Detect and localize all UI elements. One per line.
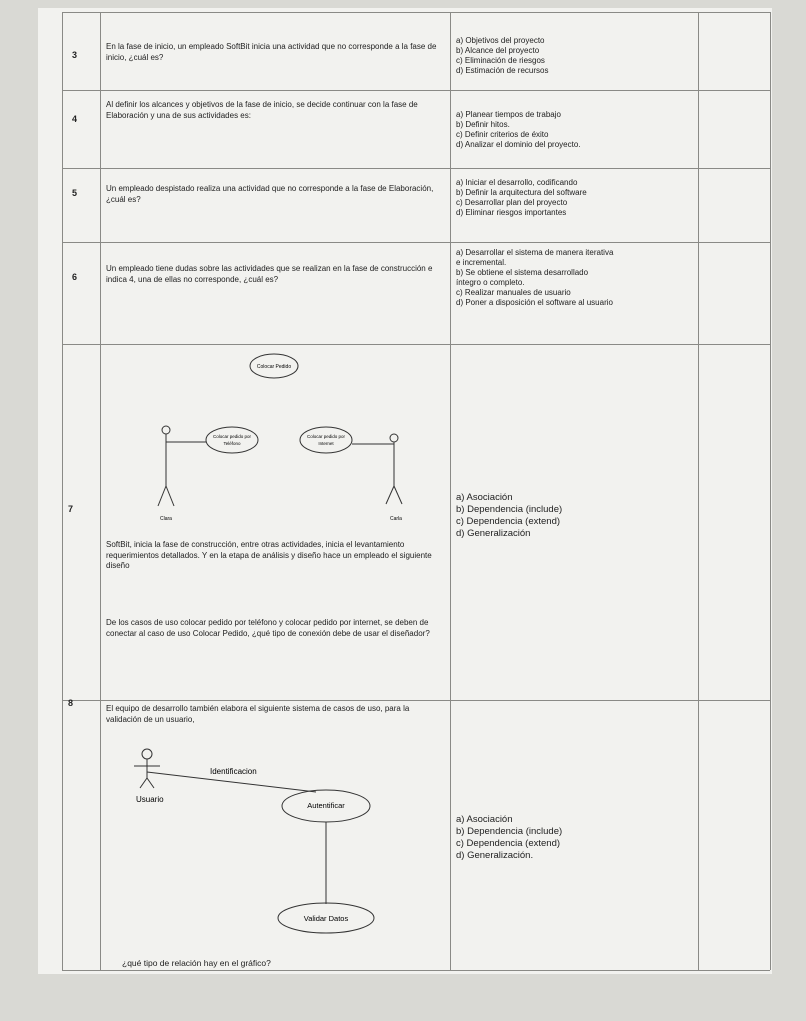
answer-options bbox=[456, 36, 548, 76]
option-d[interactable]: d) Generalización bbox=[456, 528, 531, 539]
actor-clara bbox=[158, 426, 206, 506]
question-text: Un empleado tiene dudas sobre las actividades que se realizan en la fase de construcción e indica 4, una de ellas no corresponde, ¿cuál es? bbox=[106, 264, 433, 284]
question-text: SoftBit, inicia la fase de construcción, entre otras actividades, inicia el levantamiento requerimientos detallados. Y en la etapa de análisis y diseño hace un empleado el siguiente diseño bbox=[106, 540, 432, 570]
table-row-divider bbox=[62, 12, 770, 13]
option-a-cont: e incremental. bbox=[456, 258, 507, 267]
option-d[interactable]: d) Analizar el dominio del proyecto. bbox=[456, 140, 581, 149]
answer-options bbox=[456, 110, 581, 150]
answer-options bbox=[456, 178, 587, 218]
option-b[interactable]: b) Dependencia (include) bbox=[456, 826, 563, 837]
option-b[interactable]: b) Alcance del proyecto bbox=[456, 46, 540, 55]
question-number: 8 bbox=[68, 698, 74, 708]
table-border-right bbox=[770, 12, 771, 970]
usecase-pedido-telefono bbox=[206, 427, 258, 453]
option-b[interactable]: b) Definir la arquitectura del software bbox=[456, 188, 587, 197]
question-text: Al definir los alcances y objetivos de la fase de inicio, se decide continuar con la fase de Elaboración y una de sus actividades es: bbox=[106, 100, 418, 120]
usecase-validar-datos-label: Validar Datos bbox=[303, 914, 349, 923]
question-number: 6 bbox=[72, 272, 78, 282]
question-number: 7 bbox=[68, 504, 74, 514]
option-a[interactable]: a) Planear tiempos de trabajo bbox=[456, 110, 561, 119]
option-d[interactable]: d) Eliminar riesgos importantes bbox=[456, 208, 567, 217]
table-row-divider bbox=[62, 242, 770, 243]
option-b[interactable]: b) Definir hitos. bbox=[456, 120, 510, 129]
table-column-divider bbox=[450, 12, 451, 970]
table-row-divider bbox=[62, 700, 770, 701]
option-d[interactable]: d) Generalización. bbox=[456, 850, 534, 861]
usecase-autentificar-label: Autentificar bbox=[307, 801, 345, 810]
question-number: 4 bbox=[72, 114, 78, 124]
question-number: 5 bbox=[72, 188, 78, 198]
usecase-pedido-telefono-label2: Teléfono bbox=[223, 441, 241, 446]
answer-options bbox=[456, 492, 562, 540]
option-c[interactable]: c) Dependencia (extend) bbox=[456, 516, 561, 527]
usecase-pedido-internet-label: Colocar pedido por bbox=[306, 434, 346, 439]
question-text: El equipo de desarrollo también elabora el siguiente sistema de casos de uso, para la validación de un usuario, bbox=[106, 704, 410, 724]
option-c[interactable]: c) Definir criterios de éxito bbox=[456, 130, 549, 139]
question-text: En la fase de inicio, un empleado SoftBit inicia una actividad que no corresponde a la fase de inicio, ¿cuál es? bbox=[106, 42, 437, 62]
exam-sheet bbox=[38, 8, 772, 974]
question-text: Un empleado despistado realiza una actividad que no corresponde a la fase de Elaboración, ¿cuál es? bbox=[106, 184, 434, 204]
table-row-divider bbox=[62, 168, 770, 169]
actor-usuario-label: Usuario bbox=[136, 795, 164, 804]
use-case-diagram-q7 bbox=[100, 346, 450, 534]
option-c[interactable]: c) Dependencia (extend) bbox=[456, 838, 561, 849]
option-c[interactable]: c) Eliminación de riesgos bbox=[456, 56, 545, 65]
option-a[interactable]: a) Desarrollar el sistema de manera iterativa bbox=[456, 248, 614, 257]
actor-usuario bbox=[134, 749, 160, 788]
option-a[interactable]: a) Asociación bbox=[456, 814, 513, 825]
option-b-cont: íntegro o completo. bbox=[456, 278, 525, 287]
question-text-2: De los casos de uso colocar pedido por teléfono y colocar pedido por internet, se deben de conectar al caso de uso Colocar Pedido, ¿qué tipo de conexión debe de usar el diseñador? bbox=[106, 618, 430, 638]
question-text-2: ¿qué tipo de relación hay en el gráfico? bbox=[122, 958, 271, 968]
option-c[interactable]: c) Desarrollar plan del proyecto bbox=[456, 198, 568, 207]
question-number: 3 bbox=[72, 50, 78, 60]
table-row-divider bbox=[62, 344, 770, 345]
table-column-divider bbox=[698, 12, 699, 970]
table-row-divider bbox=[62, 90, 770, 91]
use-case-diagram-q8 bbox=[100, 736, 450, 956]
option-a[interactable]: a) Iniciar el desarrollo, codificando bbox=[456, 178, 578, 187]
answer-options bbox=[456, 814, 562, 862]
usecase-pedido-telefono-label: Colocar pedido por bbox=[212, 434, 252, 439]
actor-clara-label: Clara bbox=[160, 516, 172, 522]
option-b[interactable]: b) Se obtiene el sistema desarrollado bbox=[456, 268, 589, 277]
actor-carla-label: Carla bbox=[390, 516, 402, 522]
option-a[interactable]: a) Objetivos del proyecto bbox=[456, 36, 545, 45]
option-c[interactable]: c) Realizar manuales de usuario bbox=[456, 288, 571, 297]
table-border-bottom bbox=[62, 970, 770, 971]
usecase-colocar-pedido-label: Colocar Pedido bbox=[256, 364, 292, 370]
usecase-pedido-internet bbox=[300, 427, 352, 453]
option-d[interactable]: d) Estimación de recursos bbox=[456, 66, 549, 75]
answer-options bbox=[456, 248, 613, 308]
actor-carla bbox=[352, 434, 402, 504]
table-border-left bbox=[62, 12, 63, 970]
option-b[interactable]: b) Dependencia (include) bbox=[456, 504, 563, 515]
relation-identificacion-label: Identificacion bbox=[210, 767, 257, 776]
option-d[interactable]: d) Poner a disposición el software al usuario bbox=[456, 298, 613, 307]
usecase-pedido-internet-label2: Internet bbox=[318, 441, 334, 446]
option-a[interactable]: a) Asociación bbox=[456, 492, 513, 503]
